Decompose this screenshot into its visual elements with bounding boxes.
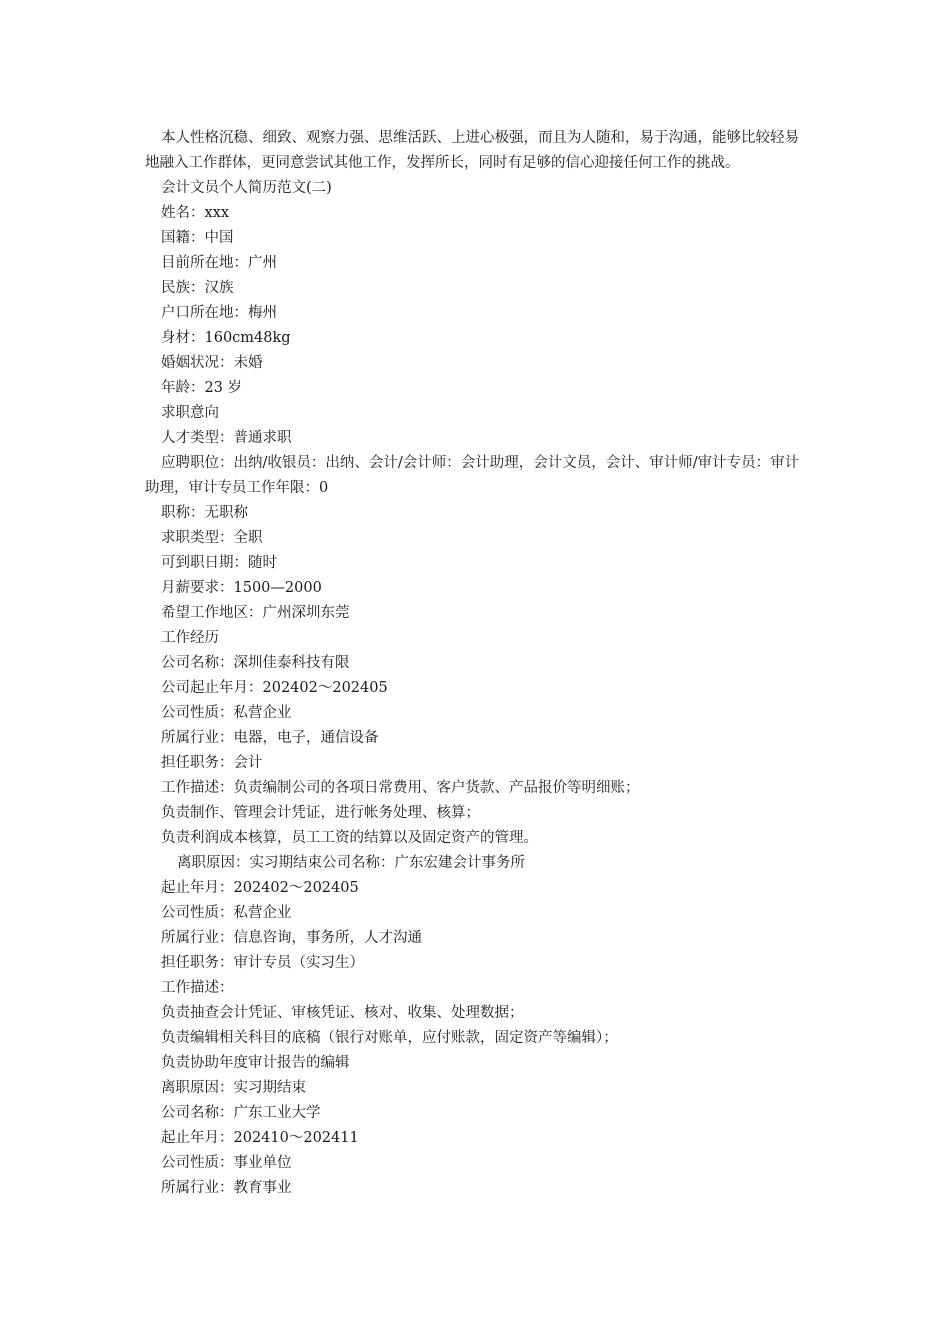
experience-heading: 工作经历: [161, 630, 219, 646]
exp2-industry: 所属行业：信息咨询，事务所，人才沟通: [161, 930, 422, 946]
exp2-duty-2: 负责编辑相关科目的底稿（银行对账单，应付账款，固定资产等编辑）；: [161, 1030, 618, 1046]
exp2-role: 担任职务：审计专员（实习生）: [161, 955, 364, 971]
intro-paragraph: 本人性格沉稳、细致、观察力强、思维活跃、上进心极强，而且为人随和，易于沟通，能够比较轻易地融入工作群体，更同意尝试其他工作，发挥所长，同时有足够的信心迎接任何工作的挑战。: [145, 130, 799, 171]
exp3-period: 起止年月：202410～202411: [161, 1130, 359, 1146]
intent-position: 应聘职位：出纳/收银员：出纳、会计/会计师：会计助理，会计文员，会计、审计师/审计专员：审计助理，审计专员工作年限：0: [145, 455, 800, 496]
intent-heading: 求职意向: [161, 405, 219, 421]
intent-job-type: 求职类型：全职: [161, 530, 263, 546]
document-body: [145, 126, 807, 1201]
intent-start-date: 可到职日期：随时: [161, 555, 277, 571]
exp1-nature: 公司性质：私营企业: [161, 705, 292, 721]
personal-nationality: 国籍：中国: [161, 230, 234, 246]
personal-name: 姓名：xxx: [161, 205, 230, 221]
exp1-desc: 工作描述：负责编制公司的各项日常费用、客户货款、产品报价等明细账；: [161, 780, 640, 796]
exp2-duty-3: 负责协助年度审计报告的编辑: [161, 1055, 350, 1071]
personal-build: 身材：160cm48kg: [161, 330, 291, 346]
personal-location: 目前所在地：广州: [161, 255, 277, 271]
exp3-industry: 所属行业：教育事业: [161, 1180, 292, 1196]
personal-marital: 婚姻状况：未婚: [161, 355, 263, 371]
personal-ethnicity: 民族：汉族: [161, 280, 234, 296]
exp3-company: 公司名称：广东工业大学: [161, 1105, 321, 1121]
exp1-company: 公司名称：深圳佳泰科技有限: [161, 655, 350, 671]
exp1-duty-3: 负责利润成本核算，员工工资的结算以及固定资产的管理。: [161, 830, 538, 846]
section-title: 会计文员个人简历范文(二): [161, 180, 332, 196]
leave-reason-1: 离职原因：实习期结束公司名称：广东宏建会计事务所: [177, 855, 525, 871]
exp2-desc-label: 工作描述：: [161, 980, 234, 996]
intent-talent-type: 人才类型：普通求职: [161, 430, 292, 446]
exp1-industry: 所属行业：电器，电子，通信设备: [161, 730, 379, 746]
intent-title: 职称：无职称: [161, 505, 248, 521]
exp2-nature: 公司性质：私营企业: [161, 905, 292, 921]
exp2-leave-reason: 离职原因：实习期结束: [161, 1080, 306, 1096]
exp1-period: 公司起止年月：202402～202405: [161, 680, 388, 696]
personal-age: 年龄：23 岁: [161, 380, 243, 396]
exp3-nature: 公司性质：事业单位: [161, 1155, 292, 1171]
exp2-period: 起止年月：202402～202405: [161, 880, 359, 896]
intent-salary: 月薪要求：1500—2000: [161, 580, 322, 596]
personal-hukou: 户口所在地：梅州: [161, 305, 277, 321]
intent-region: 希望工作地区：广州深圳东莞: [161, 605, 350, 621]
exp2-duty-1: 负责抽查会计凭证、审核凭证、核对、收集、处理数据；: [161, 1005, 524, 1021]
exp1-role: 担任职务：会计: [161, 755, 263, 771]
exp1-duty-2: 负责制作、管理会计凭证，进行帐务处理、核算；: [161, 805, 480, 821]
